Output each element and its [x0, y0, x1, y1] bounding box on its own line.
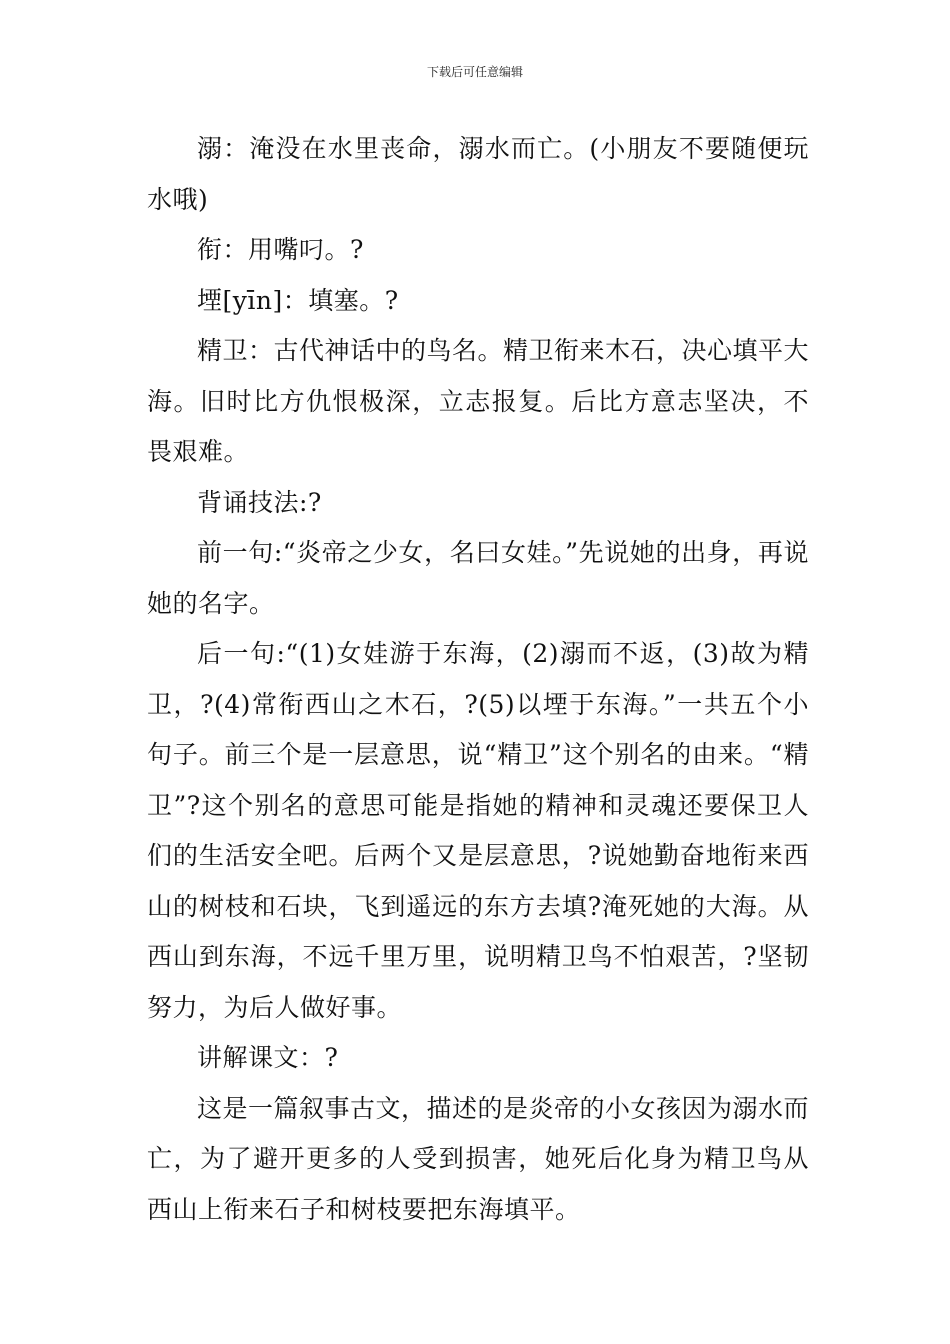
section-heading-memorization: 背诵技法:?	[197, 487, 322, 517]
section-heading-explanation: 讲解课文：?	[197, 1043, 339, 1072]
page-header-note: 下载后可任意编辑	[426, 65, 523, 79]
memorization-paragraph-first: 前一句:“炎帝之少女，名曰女娃。”先说她的出身，再说她的名字。	[147, 538, 809, 618]
explanation-paragraph: 这是一篇叙事古文，描述的是炎帝的小女孩因为溺水而亡，为了避开更多的人受到损害，她死后化身为精卫鸟从西山上衔来石子和树枝要把东海填平。	[147, 1093, 810, 1224]
definition-paragraph-xian: 衔：用嘴叼。?	[197, 235, 364, 264]
definition-paragraph-jingwei: 精卫：古代神话中的鸟名。精卫衔来木石，决心填平大海。旧时比方仇恨极深，立志报复。后比方意志坚决，不畏艰难。	[147, 336, 810, 466]
definition-paragraph-yin: 堙[yīn]：填塞。?	[197, 285, 399, 315]
definition-paragraph-ni: 溺：淹没在水里丧命，溺水而亡。(小朋友不要随便玩水哦)	[147, 134, 809, 214]
document-body	[147, 124, 809, 1235]
memorization-paragraph-second: 后一句:“(1)女娃游于东海，(2)溺而不返，(3)故为精卫，?(4)常衔西山之木石，?(5)以堙于东海。”一共五个小句子。前三个是一层意思，说“精卫”这个别名的由来。“精卫”?这个别名的意思可能是指她的精神和灵魂还要保卫人们的生活安全吧。后两个又是层意思，?说她勤奋地衔来西山的树枝和石块，飞到遥远的东方去填?淹死她的大海。从西山到东海，不远千里万里，说明精卫鸟不怕艰苦，?坚韧努力，为后人做好事。	[147, 639, 809, 1022]
